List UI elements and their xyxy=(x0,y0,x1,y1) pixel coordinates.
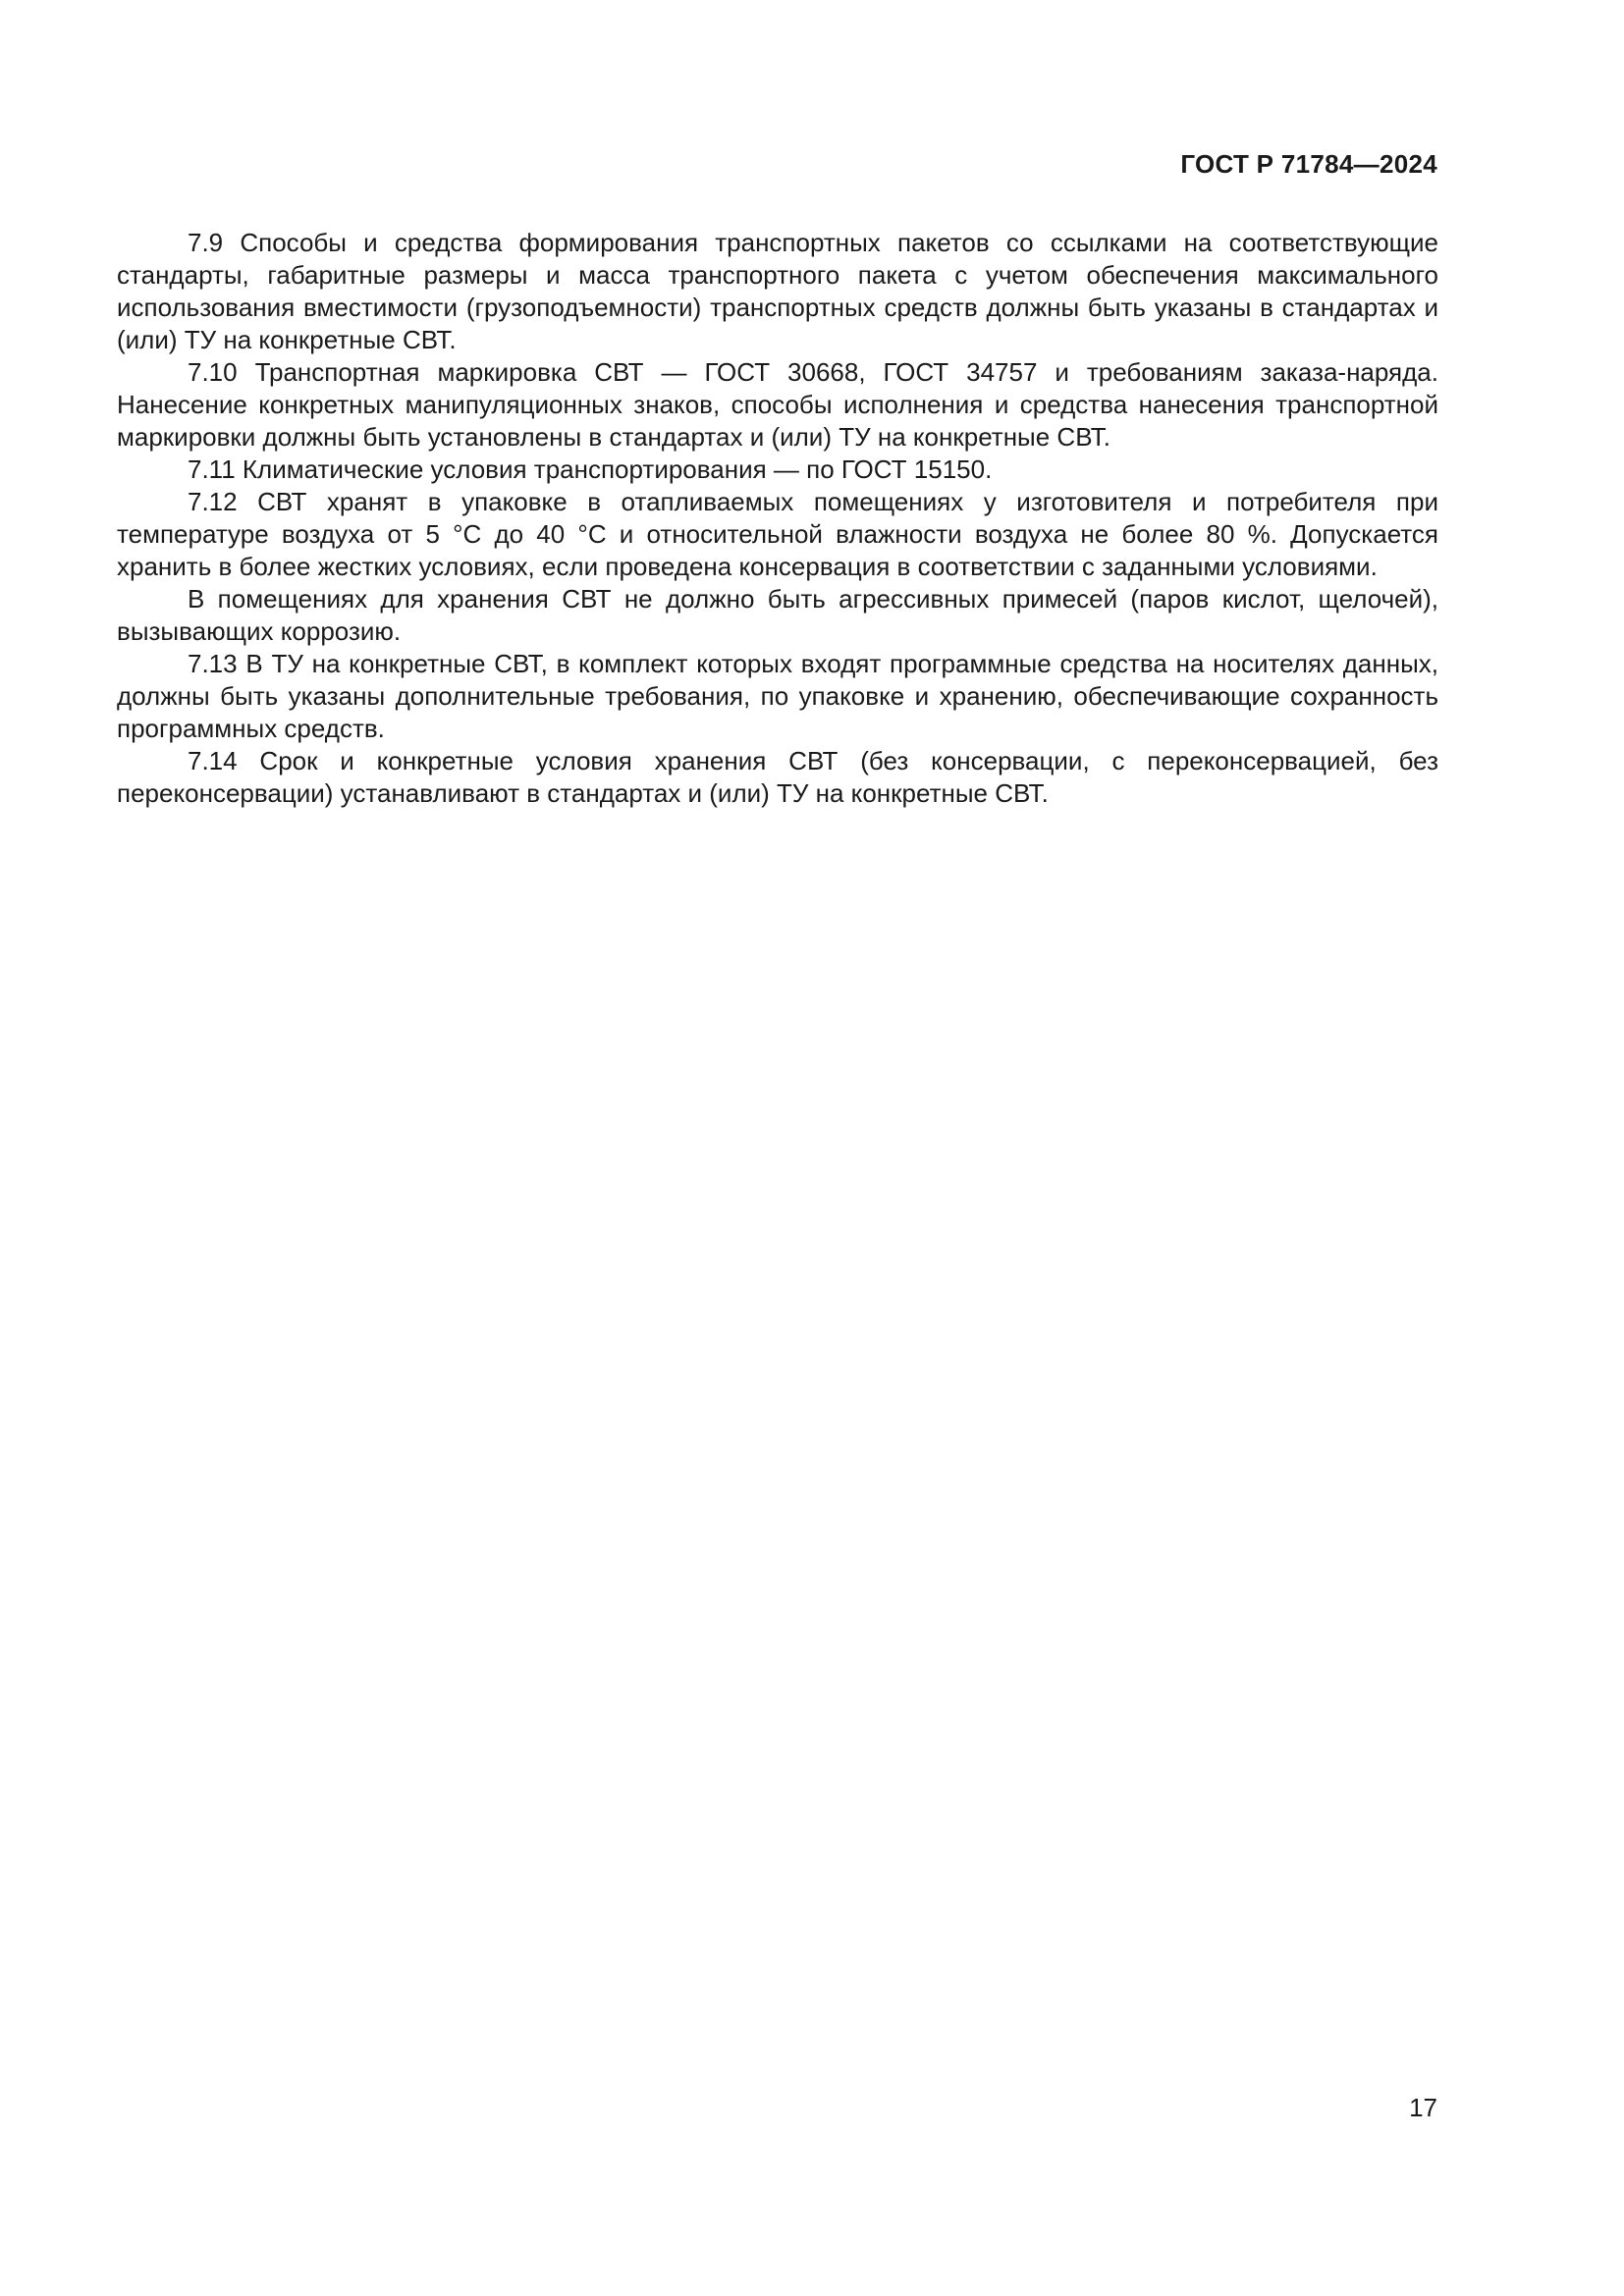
page-number: 17 xyxy=(1409,2093,1437,2122)
paragraph-7-9: 7.9 Способы и средства формирования транспортных пакетов со ссылками на соответствующие стандарты, габаритные размеры и масса транспортного пакета с учетом обеспечения максимального использования вместимости (грузоподъемности) транспортных средств должны быть указаны в стандартах и (или) ТУ на конкретные СВТ. xyxy=(117,228,1438,354)
paragraph-7-12: 7.12 СВТ хранят в упаковке в отапливаемых помещениях у изготовителя и потребителя при температуре воздуха от 5 °C до 40 °C и относительной влажности воздуха не более 80 %. Допускается хранить в более жестких условиях, если проведена консервация в соответствии с заданными условиями. xyxy=(117,487,1438,581)
paragraph-7-10: 7.10 Транспортная маркировка СВТ — ГОСТ 30668, ГОСТ 34757 и требованиям заказа-наряда. Нанесение конкретных манипуляционных знаков, способы исполнения и средства нанесения транспортной маркировки должны быть установлены в стандартах и (или) ТУ на конкретные СВТ. xyxy=(117,357,1438,452)
main-content xyxy=(117,227,1438,810)
paragraph-7-12-storage-note: В помещениях для хранения СВТ не должно быть агрессивных примесей (паров кислот, щелочей), вызывающих коррозию. xyxy=(117,584,1438,646)
paragraph-7-13: 7.13 В ТУ на конкретные СВТ, в комплект которых входят программные средства на носителях данных, должны быть указаны дополнительные требования, по упаковке и хранению, обеспечивающие сохранность программных средств. xyxy=(117,649,1438,743)
document-header-id: ГОСТ Р 71784—2024 xyxy=(1180,149,1437,179)
paragraph-7-11: 7.11 Климатические условия транспортирования — по ГОСТ 15150. xyxy=(188,454,993,484)
paragraph-7-14: 7.14 Срок и конкретные условия хранения СВТ (без консервации, с переконсервацией, без переконсервации) устанавливают в стандартах и (или) ТУ на конкретные СВТ. xyxy=(117,746,1438,808)
